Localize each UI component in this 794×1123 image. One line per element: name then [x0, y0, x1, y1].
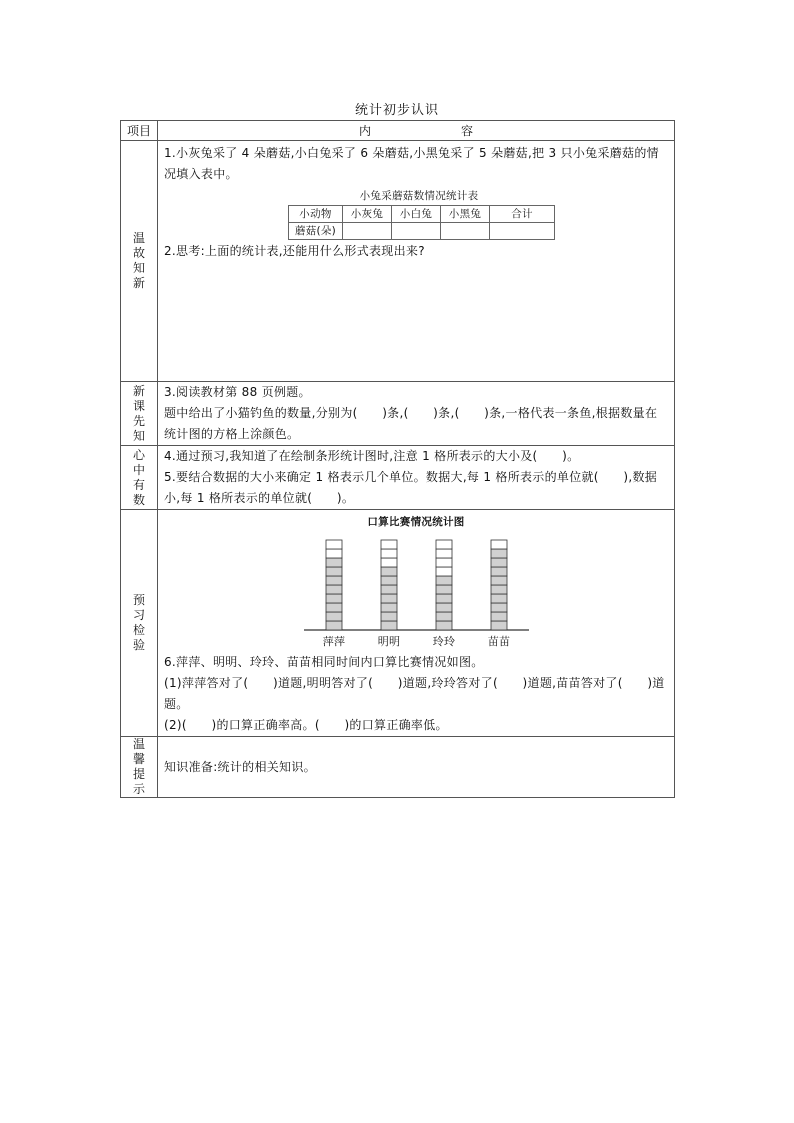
rabbit-table-blank-cell[interactable]	[392, 223, 441, 240]
section-check	[121, 510, 675, 737]
bar-cell-filled	[491, 612, 507, 621]
question-4: 4.通过预习,我知道了在绘制条形统计图时,注意 1 格所表示的大小及( )。	[164, 449, 580, 463]
bar-cell-filled	[491, 621, 507, 630]
bar-cell-filled	[381, 621, 397, 630]
bar-cell-filled	[491, 603, 507, 612]
bar-cell-filled	[326, 612, 342, 621]
bar-cell-empty	[326, 549, 342, 558]
bar-column-4	[491, 540, 507, 630]
bar-cell-empty	[381, 540, 397, 549]
bar-cell-filled	[491, 549, 507, 558]
chart-category-label: 萍萍	[322, 635, 346, 648]
section-label-review: 温故知新	[132, 231, 145, 290]
question-5: 5.要结合数据的大小来确定 1 格表示几个单位。数据大,每 1 格所表示的单位就( ),数据小,每 1 格所表示的单位就( )。	[164, 470, 658, 505]
bar-cell-filled	[436, 621, 452, 630]
bar-cell-empty	[436, 549, 452, 558]
rabbit-table-blank-cell[interactable]	[490, 223, 555, 240]
rabbit-mushroom-table	[288, 205, 555, 240]
bar-cell-filled	[326, 621, 342, 630]
bar-cell-empty	[381, 558, 397, 567]
bar-cell-filled	[436, 603, 452, 612]
rabbit-table-header: 小白兔	[392, 206, 441, 223]
section-mind	[121, 446, 675, 510]
bar-cell-filled	[491, 585, 507, 594]
bar-column-3	[436, 540, 452, 630]
bar-column-2	[381, 540, 397, 630]
bar-cell-empty	[326, 540, 342, 549]
section-review	[121, 141, 675, 382]
question-6-2: (2)( )的口算正确率高。( )的口算正确率低。	[164, 718, 448, 732]
bar-cell-empty	[436, 558, 452, 567]
section-label-check: 预习检验	[132, 593, 145, 652]
section-label-preview: 新课先知	[132, 383, 145, 443]
section-tip	[121, 737, 675, 798]
rabbit-table-blank-cell[interactable]	[441, 223, 490, 240]
bar-chart	[164, 532, 669, 652]
bar-cell-filled	[381, 576, 397, 585]
chart-category-label: 玲玲	[432, 635, 456, 648]
question-3b: 题中给出了小猫钓鱼的数量,分别为( )条,( )条,( )条,一格代表一条鱼,根据数量在统计图的方格上涂颜色。	[164, 406, 658, 441]
question-2: 2.思考:上面的统计表,还能用什么形式表现出来?	[164, 244, 425, 258]
rabbit-table-header: 合计	[490, 206, 555, 223]
bar-cell-filled	[381, 567, 397, 576]
rabbit-table-header: 小黑兔	[441, 206, 490, 223]
header-row	[121, 121, 675, 141]
bar-cell-filled	[436, 612, 452, 621]
chart-title: 口算比赛情况统计图	[367, 516, 465, 528]
bar-cell-filled	[381, 603, 397, 612]
bar-cell-filled	[436, 576, 452, 585]
section-preview	[121, 382, 675, 446]
question-6-1: (1)萍萍答对了( )道题,明明答对了( )道题,玲玲答对了( )道题,苗苗答对了( )道题。	[164, 676, 665, 711]
bar-cell-filled	[326, 558, 342, 567]
rabbit-table-blank-cell[interactable]	[343, 223, 392, 240]
bar-cell-filled	[491, 558, 507, 567]
bar-column-1	[326, 540, 342, 630]
bar-cell-empty	[381, 549, 397, 558]
rabbit-table-data-row	[289, 223, 555, 240]
header-content: 内 容	[158, 121, 675, 141]
rabbit-table-header: 小灰兔	[343, 206, 392, 223]
bar-cell-filled	[326, 567, 342, 576]
worksheet-table	[120, 120, 675, 798]
section-label-tip: 温馨提示	[132, 737, 145, 796]
bar-cell-filled	[381, 594, 397, 603]
bar-cell-filled	[491, 594, 507, 603]
bar-cell-filled	[326, 585, 342, 594]
bar-cell-filled	[381, 585, 397, 594]
bar-cell-empty	[436, 540, 452, 549]
rabbit-table-header-row	[289, 206, 555, 223]
tip-text: 知识准备:统计的相关知识。	[164, 759, 316, 774]
rabbit-table-row-label: 蘑菇(朵)	[289, 223, 343, 240]
bar-cell-filled	[326, 594, 342, 603]
chart-category-label: 苗苗	[487, 635, 511, 648]
bar-cell-filled	[381, 612, 397, 621]
page-title: 统计初步认识	[354, 103, 439, 118]
bar-cell-filled	[436, 585, 452, 594]
bar-cell-empty	[436, 567, 452, 576]
section-label-mind: 心中有数	[132, 447, 145, 507]
header-item: 项目	[121, 121, 158, 141]
question-1: 1.小灰兔采了 4 朵蘑菇,小白兔采了 6 朵蘑菇,小黑兔采了 5 朵蘑菇,把 3 只小兔采蘑菇的情况填入表中。	[164, 146, 659, 181]
bar-cell-filled	[326, 576, 342, 585]
rabbit-table-caption: 小兔采蘑菇数情况统计表	[359, 190, 479, 202]
bar-cell-empty	[491, 540, 507, 549]
question-3a: 3.阅读教材第 88 页例题。	[164, 385, 311, 399]
rabbit-table-header: 小动物	[289, 206, 343, 223]
bar-cell-filled	[436, 594, 452, 603]
chart-category-label: 明明	[377, 635, 401, 648]
question-6: 6.萍萍、明明、玲玲、苗苗相同时间内口算比赛情况如图。	[164, 655, 484, 669]
bar-cell-filled	[491, 567, 507, 576]
bar-cell-filled	[326, 603, 342, 612]
bar-cell-filled	[491, 576, 507, 585]
